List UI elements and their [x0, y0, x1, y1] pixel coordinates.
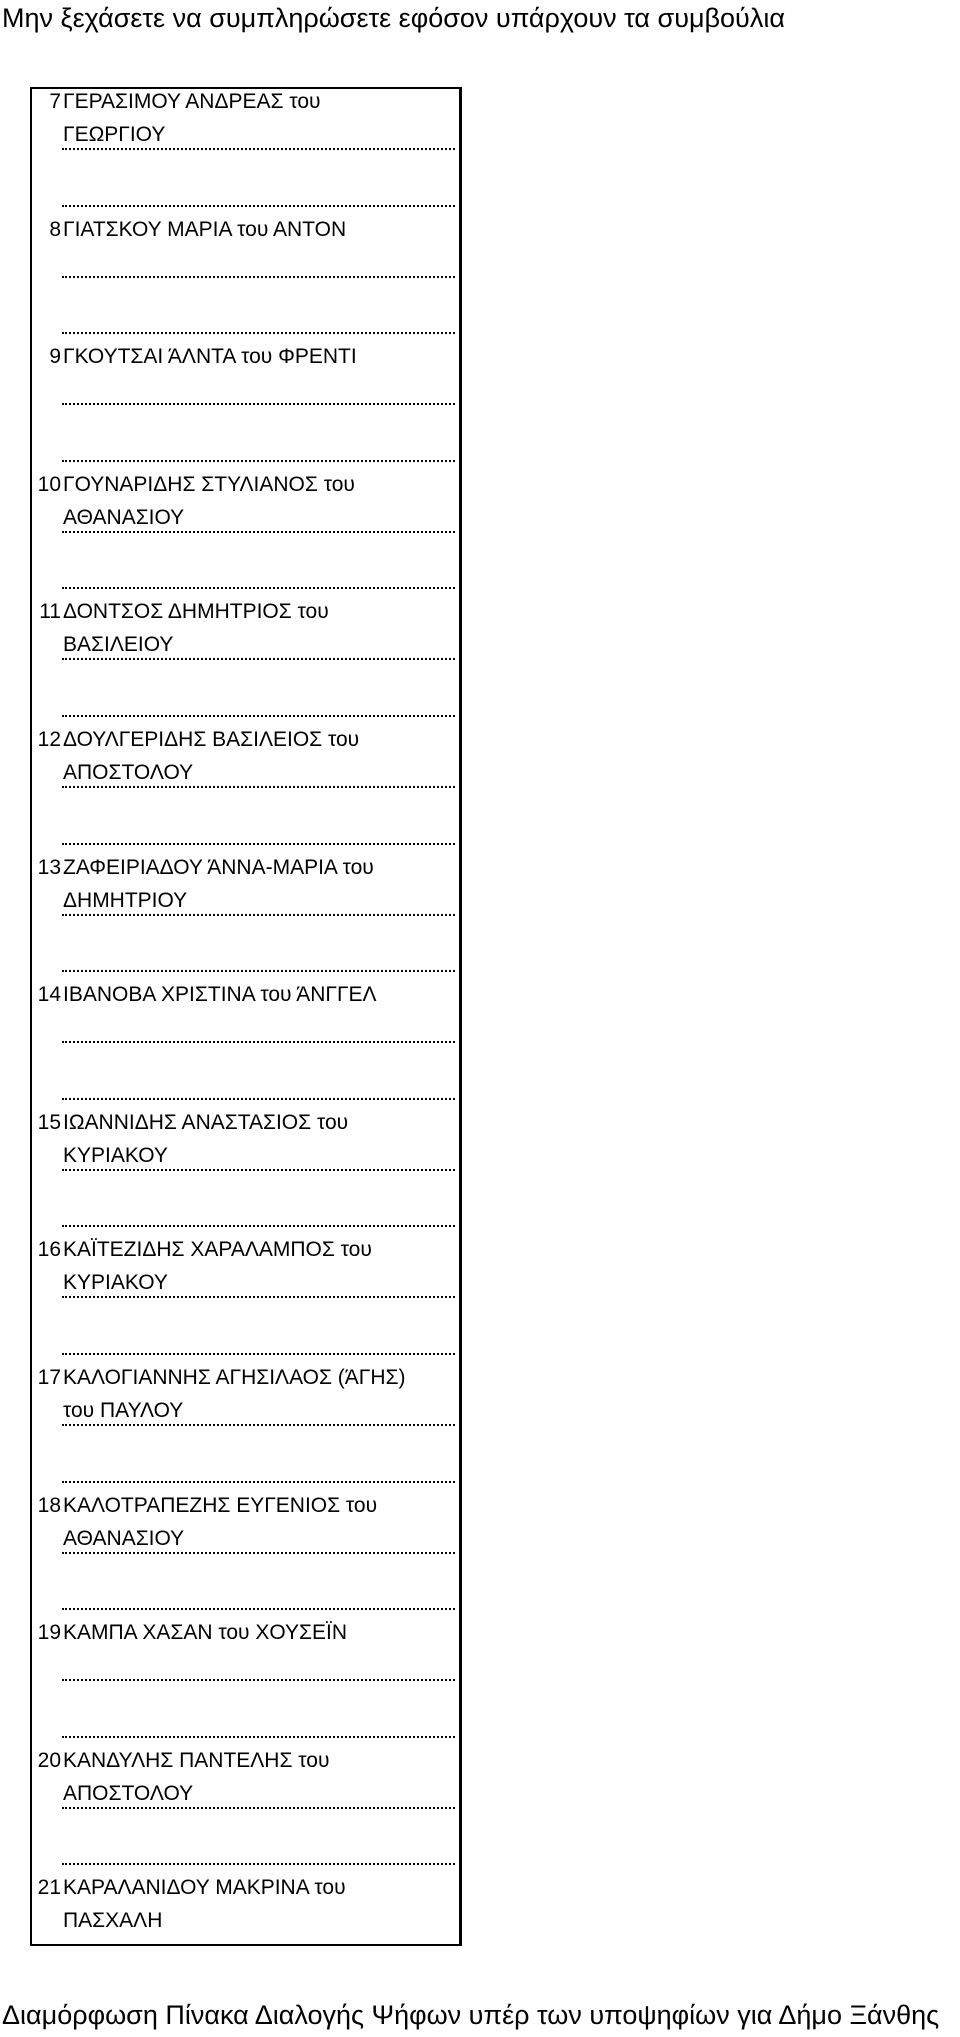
- candidate-name: [63, 1744, 455, 1810]
- row-number: 21: [37, 1876, 61, 1900]
- candidate-name: [63, 213, 455, 279]
- row-number: 8: [49, 217, 61, 241]
- candidate-name-line2: ΑΠΟΣΤΟΛΟΥ: [63, 760, 194, 784]
- row-number: 14: [37, 983, 61, 1007]
- table-row: [32, 340, 459, 468]
- candidate-name-line2: [63, 1649, 455, 1682]
- vote-tally-line: [62, 658, 455, 660]
- vote-tally-line: [62, 1679, 455, 1681]
- candidate-name-line2: ΑΘΑΝΑΣΙΟΥ: [63, 1526, 185, 1550]
- candidate-name-line1: ΚΑΝΔΥΛΗΣ ΠΑΝΤΕΛΗΣ του: [63, 1748, 330, 1772]
- candidate-name: [63, 851, 455, 917]
- candidate-name-line2: του ΠΑΥΛΟΥ: [63, 1398, 184, 1422]
- candidates-table: [30, 87, 462, 1946]
- candidate-name-line2: ΚΥΡΙΑΚΟΥ: [63, 1271, 168, 1295]
- dotted-separator: [62, 1098, 455, 1100]
- candidate-name: [63, 723, 455, 789]
- table-row: [32, 468, 459, 596]
- candidate-name-line2: [63, 1011, 455, 1044]
- row-number: 13: [37, 855, 61, 879]
- row-number: 17: [37, 1365, 61, 1389]
- candidate-name-line2: ΑΘΑΝΑΣΙΟΥ: [63, 505, 185, 529]
- candidate-name-line2: ΓΕΩΡΓΙΟΥ: [63, 123, 166, 146]
- vote-tally-line: [62, 1169, 455, 1171]
- candidate-name-line2: [63, 373, 455, 406]
- dotted-separator: [62, 332, 455, 334]
- table-row: [32, 978, 459, 1106]
- table-row: [32, 1871, 459, 1999]
- candidate-name-line2: ΚΥΡΙΑΚΟΥ: [63, 1143, 168, 1167]
- vote-tally-line: [62, 1424, 455, 1426]
- candidate-name-line2: ΔΗΜΗΤΡΙΟΥ: [63, 888, 188, 912]
- table-row: [32, 1233, 459, 1361]
- candidate-name: [63, 1871, 455, 1937]
- candidate-name: [63, 978, 455, 1044]
- vote-tally-line: [62, 786, 455, 788]
- dotted-separator: [62, 587, 455, 589]
- dotted-separator: [62, 1736, 455, 1738]
- candidate-name: [63, 340, 455, 406]
- row-number: 12: [37, 727, 61, 751]
- vote-tally-line: [62, 1041, 455, 1043]
- candidate-name: [63, 1489, 455, 1555]
- row-number: 16: [37, 1238, 61, 1262]
- row-number: 19: [37, 1621, 61, 1645]
- dotted-separator: [62, 1863, 455, 1865]
- vote-tally-line: [62, 403, 455, 405]
- vote-tally-line: [62, 1552, 455, 1554]
- dotted-separator: [62, 1481, 455, 1483]
- dotted-separator: [62, 205, 455, 207]
- table-row: [32, 1616, 459, 1744]
- page-footer: Διαμόρφωση Πίνακα Διαλογής Ψήφων υπέρ των υποψηφίων για Δήμο Ξάνθης: [2, 2000, 940, 2030]
- candidate-name-line1: ΔΟΝΤΣΟΣ ΔΗΜΗΤΡΙΟΣ του: [63, 600, 329, 624]
- candidate-name-line2: [63, 246, 455, 279]
- vote-tally-line: [62, 531, 455, 533]
- candidate-name-line2: ΠΑΣΧΑΛΗ: [63, 1909, 163, 1933]
- dotted-separator: [62, 843, 455, 845]
- candidate-name-line1: ΔΟΥΛΓΕΡΙΔΗΣ ΒΑΣΙΛΕΙΟΣ του: [63, 727, 360, 751]
- candidate-name-line1: ΚΑΛΟΓΙΑΝΝΗΣ ΑΓΗΣΙΛΑΟΣ (ΆΓΗΣ): [63, 1365, 406, 1389]
- candidate-name: [63, 468, 455, 534]
- candidate-name: [63, 1233, 455, 1299]
- candidate-name: [63, 1106, 455, 1172]
- table-row: [32, 1361, 459, 1489]
- table-row: [32, 723, 459, 851]
- dotted-separator: [62, 715, 455, 717]
- row-number: 11: [39, 600, 61, 624]
- candidate-name-line1: ΚΑΜΠΑ ΧΑΣΑΝ του ΧΟΥΣΕΪΝ: [63, 1621, 348, 1645]
- candidate-name-line1: ΚΑΛΟΤΡΑΠΕΖΗΣ ΕΥΓΕΝΙΟΣ του: [63, 1493, 378, 1517]
- vote-tally-line: [62, 1807, 455, 1809]
- candidate-name-line1: ΖΑΦΕΙΡΙΑΔΟΥ ΆΝΝΑ-ΜΑΡΙΑ του: [63, 855, 374, 879]
- dotted-separator: [62, 460, 455, 462]
- candidate-name-line2: ΑΠΟΣΤΟΛΟΥ: [63, 1781, 194, 1805]
- candidate-name-line1: ΓΙΑΤΣΚΟΥ ΜΑΡΙΑ του ΑΝΤΟΝ: [63, 217, 347, 241]
- row-number: 20: [37, 1748, 61, 1772]
- candidate-name-line1: ΙΩΑΝΝΙΔΗΣ ΑΝΑΣΤΑΣΙΟΣ του: [63, 1110, 349, 1134]
- candidate-name-line1: ΚΑΪΤΕΖΙΔΗΣ ΧΑΡΑΛΑΜΠΟΣ του: [63, 1238, 372, 1262]
- table-row: [32, 1744, 459, 1872]
- dotted-separator: [62, 1225, 455, 1227]
- candidate-name-line1: ΙΒΑΝΟΒΑ ΧΡΙΣΤΙΝΑ του ΆΝΓΓΕΛ: [63, 983, 377, 1007]
- candidate-name-line1: ΓΟΥΝΑΡΙΔΗΣ ΣΤΥΛΙΑΝΟΣ του: [63, 472, 355, 496]
- vote-tally-line: [62, 914, 455, 916]
- table-row: [32, 851, 459, 979]
- table-row: [32, 213, 459, 341]
- page-header: Μην ξεχάσετε να συμπληρώσετε εφόσον υπάρχουν τα συμβούλια: [2, 3, 785, 33]
- candidate-name: [63, 1616, 455, 1682]
- candidate-name: [63, 595, 455, 661]
- row-number: 15: [37, 1110, 61, 1134]
- candidate-name-line2: ΒΑΣΙΛΕΙΟΥ: [63, 633, 174, 657]
- row-number: 10: [37, 472, 61, 496]
- candidate-name-line1: ΓΕΡΑΣΙΜΟΥ ΑΝΔΡΕΑΣ του: [63, 90, 321, 113]
- table-row: [32, 1489, 459, 1617]
- row-number: 7: [49, 90, 61, 113]
- vote-tally-line: [62, 148, 455, 150]
- candidate-name-line1: ΚΑΡΑΛΑΝΙΔΟΥ ΜΑΚΡΙΝΑ του: [63, 1876, 346, 1900]
- vote-tally-line: [62, 1296, 455, 1298]
- dotted-separator: [62, 1608, 455, 1610]
- vote-tally-line: [62, 276, 455, 278]
- candidate-name-line1: ΓΚΟΥΤΣΑΙ ΆΛΝΤΑ του ΦΡΕΝΤΙ: [63, 345, 357, 369]
- dotted-separator: [62, 970, 455, 972]
- candidate-name: [63, 85, 455, 151]
- candidate-name: [63, 1361, 455, 1427]
- table-row: [32, 595, 459, 723]
- table-row: [32, 1106, 459, 1234]
- row-number: 18: [37, 1493, 61, 1517]
- row-number: 9: [49, 345, 61, 369]
- dotted-separator: [62, 1353, 455, 1355]
- table-row: [32, 85, 459, 213]
